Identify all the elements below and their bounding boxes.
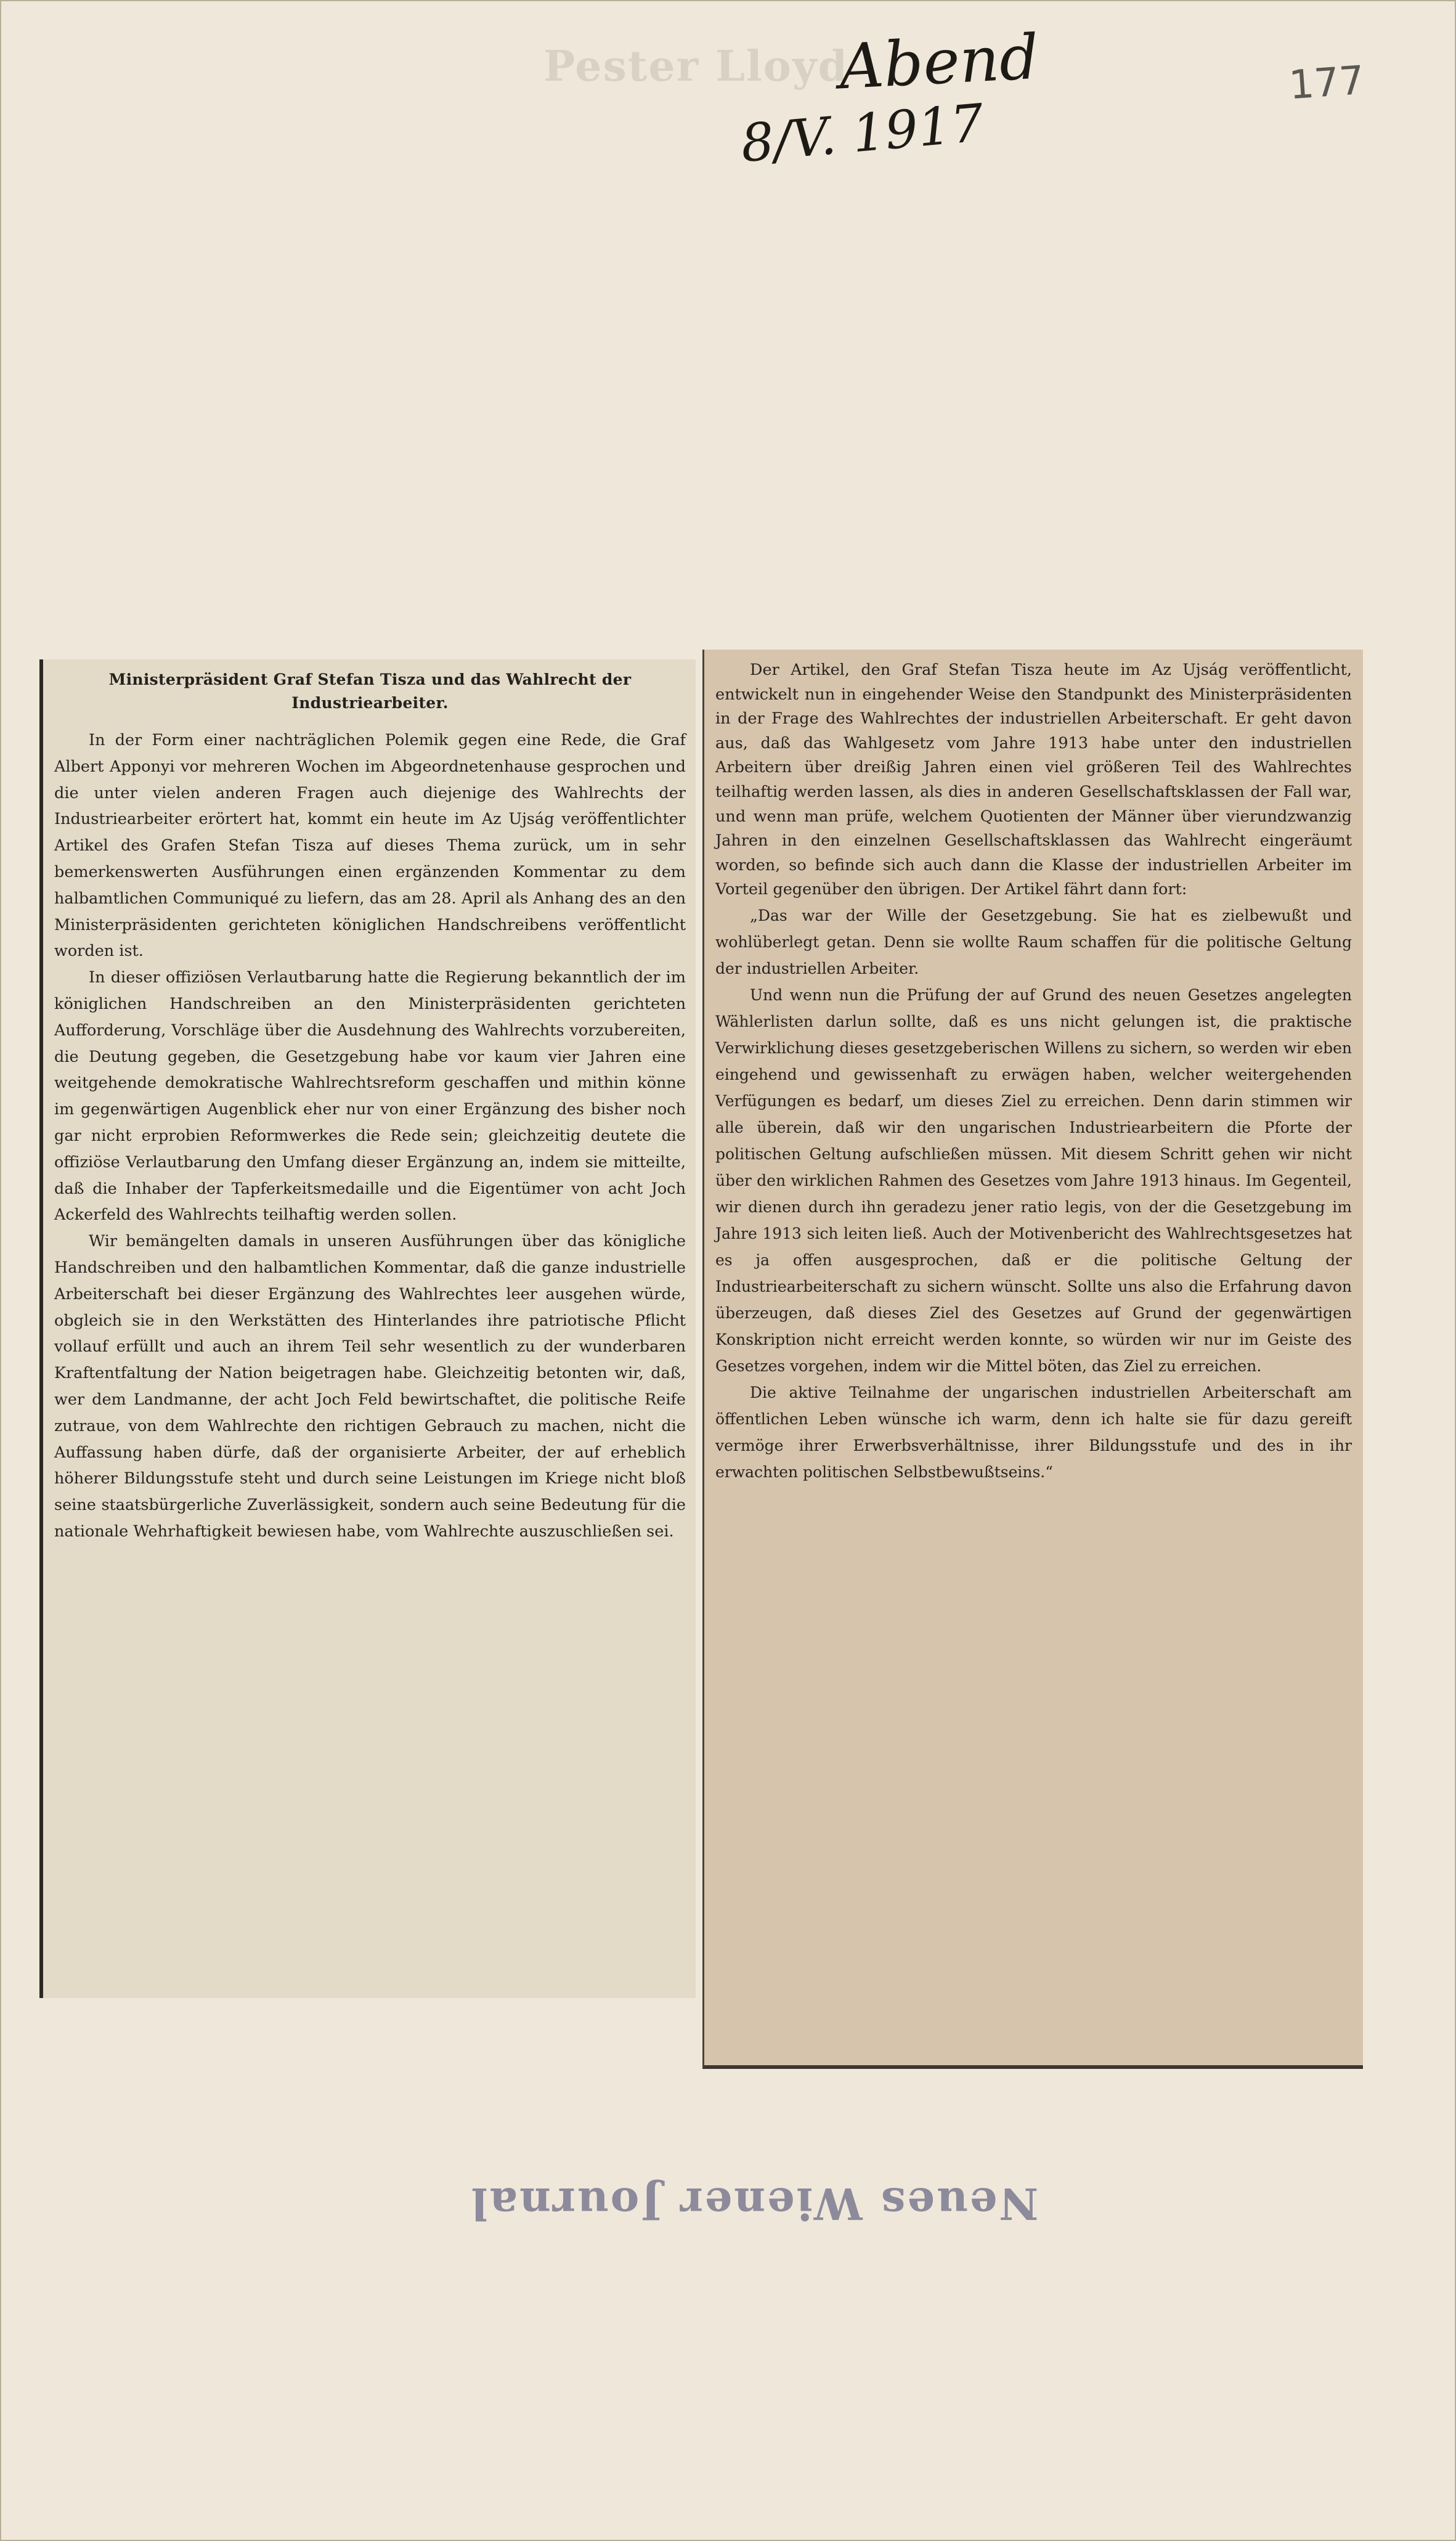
newspaper-name-mark: Pester Lloyd <box>543 42 849 91</box>
article-headline: Ministerpräsident Graf Stefan Tisza und das Wahlrecht der Industriearbeiter. <box>108 671 632 712</box>
page-number: 177 <box>1287 57 1366 109</box>
article-paragraph: Der Artikel, den Graf Stefan Tisza heute im Az Ujság veröffentlicht, entwickelt nun in eingehender Weise den Standpunkt des Ministerpräsidenten in der Frage des Wahlrechtes der industriellen Arbeiterschaft. Er geht davon aus, daß das Wahlgesetz vom Jahre 1913 habe unter den industriellen Arbeitern über dreißig Jahren einen viel größeren Teil des Wahlrechtes teilhaftig werden lassen, als dies in anderen Gesellschaftsklassen der Fall war, und wenn man prüfe, welchem Quotienten der Männer über vierundzwanzig Jahren in den einzelnen Gesellschaftsklassen das Wahlrecht eingeräumt worden, so befinde sich auch dann die Klasse der industriellen Arbeiter im Vorteil gegenüber den übrigen. Der Artikel fährt dann fort: <box>715 661 1352 899</box>
clipping-column-left <box>39 659 696 1998</box>
handwritten-date: 8/V. 1917 <box>738 92 986 174</box>
clipping-column-right <box>702 650 1363 2069</box>
quoted-paragraph: Die aktive Teilnahme der ungarischen industriellen Arbeiterschaft am öffentlichen Leben wünsche ich warm, denn ich halte sie für dazu gereift vermöge ihrer Erwerbsverhältnisse, ihrer Bildungsstufe und des in ihr erwachten politischen Selbstbewußtseins.“ <box>715 1383 1352 1481</box>
source-stamp: Neues Wiener Journal <box>470 2178 1039 2229</box>
article-paragraph: In der Form einer nachträglichen Polemik gegen eine Rede, die Graf Albert Apponyi vor mehreren Wochen im Abgeordnetenhause gesprochen und die unter vielen anderen Fragen auch diejenige des Wahlrechts der Industriearbeiter erörtert hat, kommt ein heute im Az Ujság veröffentlichter Artikel des Grafen Stefan Tisza auf dieses Thema zurück, um in sehr bemerkenswerten Ausführungen einen ergänzenden Kommentar zu dem halbamtlichen Communiqué zu liefern, das am 28. April als Anhang des an den Ministerpräsidenten gerichteten königlichen Handschreibens veröffentlicht worden ist. <box>54 731 686 961</box>
article-paragraph: In dieser offiziösen Verlautbarung hatte die Regierung bekanntlich der im königlichen Handschreiben an den Ministerpräsidenten gerichteten Aufforderung, Vorschläge über die Ausdehnung des Wahlrechts vorzubereiten, die Deutung gegeben, die Gesetzgebung habe vor kaum vier Jahren eine weitgehende demokratische Wahlrechtsreform geschaffen und mithin könne im gegenwärtigen Augenblick eher nur von einer Ergänzung des bisher noch gar nicht erprobien Reformwerkes die Rede sein; gleichzeitig deutete die offiziöse Verlautbarung den Umfang dieser Ergänzung an, indem sie mitteilte, daß die Inhaber der Tapferkeitsmedaille und die Eigentümer von acht Joch Ackerfeld des Wahlrechts teilhaftig werden sollen. <box>54 968 686 1225</box>
quoted-paragraph: Und wenn nun die Prüfung der auf Grund des neuen Gesetzes angelegten Wählerlisten darlun sollte, daß es uns nicht gelungen ist, die praktische Verwirklichung dieses gesetzgeberischen Willens zu sichern, so werden wir eben eingehend und gewissenhaft zu erwägen haben, welcher weitergehenden Verfügungen es bedarf, um dieses Ziel zu erreichen. Denn darin stimmen wir alle überein, daß wir den ungarischen Industriearbeitern die Pforte der politischen Geltung aufschließen müssen. Mit diesem Schritt gehen wir nicht über den wirklichen Rahmen des Gesetzes vom Jahre 1913 hinaus. Im Gegenteil, wir dienen durch ihn geradezu jener ratio legis, von der die Gesetzgebung im Jahre 1913 sich leiten ließ. Auch der Motivenbericht des Wahlrechtsgesetzes hat es ja offen ausgesprochen, daß er die politische Geltung der Industriearbeiterschaft zu sichern wünscht. Sollte uns also die Erfahrung davon überzeugen, daß dieses Ziel des Gesetzes auf Grund der gegenwärtigen Konskription nicht erreicht werden konnte, so würden wir nur im Geiste des Gesetzes vorgehen, indem wir die Mittel böten, das Ziel zu erreichen. <box>715 985 1352 1375</box>
quoted-paragraph: „Das war der Wille der Gesetzgebung. Sie hat es zielbewußt und wohlüberlegt getan. Denn sie wollte Raum schaffen für die politische Geltung der industriellen Arbeiter. <box>715 906 1352 977</box>
article-paragraph: Wir bemängelten damals in unseren Ausführungen über das königliche Handschreiben und den halbamtlichen Kommentar, daß die ganze industrielle Arbeiterschaft bei dieser Ergänzung des Wahlrechtes leer ausgehen würde, obgleich sie in den Werkstätten des Hinterlandes ihre patriotische Pflicht vollauf erfüllt und auch an ihrem Teil sehr wesentlich zu der wunderbaren Kraftentfaltung der Nation beigetragen habe. Gleichzeitig betonten wir, daß, wer dem Landmanne, der acht Joch Feld bewirtschaftet, die politische Reife zutraue, von dem Wahlrechte den richtigen Gebrauch zu machen, nicht die Auffassung haben dürfe, daß der organisierte Arbeiter, der auf erheblich höherer Bildungsstufe steht und durch seine Leistungen im Kriege nicht bloß seine staatsbürgerliche Zuverlässigkeit, sondern auch seine Bedeutung für die nationale Wehrhaftigkeit bewiesen habe, vom Wahlrechte auszuschließen sei. <box>54 1232 686 1541</box>
handwritten-edition-note: Abend <box>837 20 1041 104</box>
